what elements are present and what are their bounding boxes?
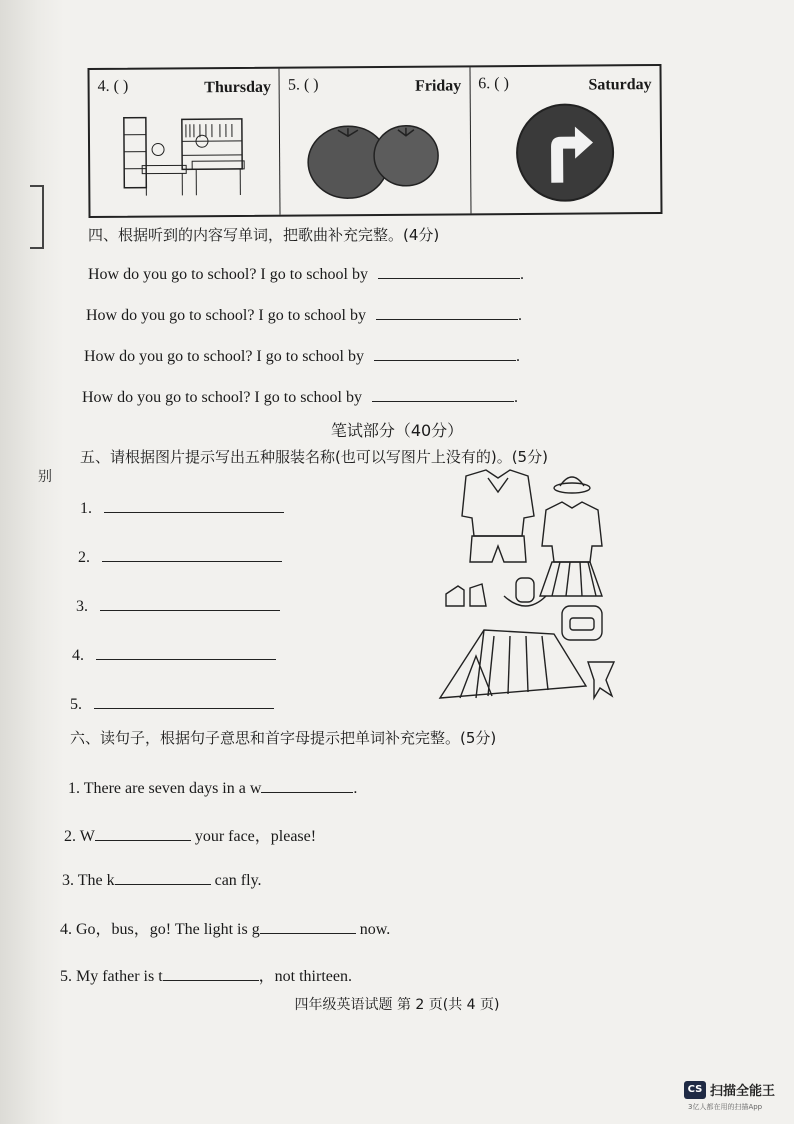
side-mark: 别 <box>38 469 52 485</box>
sentence-text: ，not thirteen. <box>258 968 352 985</box>
answer-blank[interactable] <box>100 596 280 611</box>
section-4-title: 四、根据听到的内容写单词，把歌曲补充完整。(4分) <box>88 226 440 244</box>
answer-blank[interactable] <box>260 919 356 934</box>
picture-number: 6. ( ) <box>478 75 509 93</box>
sentence-4 <box>60 916 390 939</box>
picture-day: Friday <box>414 77 462 95</box>
library-icon <box>89 69 280 216</box>
clothing-line-5 <box>70 694 274 714</box>
sentence-text: 3. The k <box>62 872 115 889</box>
picture-day: Thursday <box>204 78 272 97</box>
scanner-watermark <box>684 1080 775 1099</box>
line-number: 2. <box>78 549 90 566</box>
scanner-logo-icon: CS <box>684 1081 706 1099</box>
sentence-3 <box>62 870 262 890</box>
answer-blank[interactable] <box>374 346 516 361</box>
answer-blank[interactable] <box>378 264 520 279</box>
answer-blank[interactable] <box>96 645 276 660</box>
scanner-tagline: 3亿人都在用的扫描App <box>688 1103 763 1111</box>
song-line-4: How do you go to school? I go to school by . <box>82 389 518 406</box>
song-line-text: How do you go to school? I go to school by <box>86 307 366 324</box>
sentence-5 <box>60 963 352 986</box>
page-fold-shadow <box>0 0 64 1124</box>
sentence-text: can fly. <box>210 872 262 889</box>
clothing-line-1 <box>80 498 284 518</box>
song-line-2: How do you go to school? I go to school by . <box>86 307 522 324</box>
line-number: 1. <box>80 500 92 517</box>
sentence-2 <box>64 823 316 846</box>
binding-mark <box>30 185 44 249</box>
answer-blank[interactable] <box>372 387 514 402</box>
answer-blank[interactable] <box>115 870 211 885</box>
turn-right-sign-icon <box>470 66 661 213</box>
answer-blank[interactable] <box>104 498 284 513</box>
scanner-name: 扫描全能王 <box>710 1084 776 1099</box>
tomatoes-icon <box>280 67 471 214</box>
line-number: 4. <box>72 647 84 664</box>
clothing-illustration <box>436 466 626 706</box>
sentence-text: now. <box>355 921 391 938</box>
clothing-line-2 <box>78 547 282 567</box>
sentence-text: 4. Go，bus，go! The light is g <box>60 921 260 938</box>
clothing-line-4 <box>72 645 276 665</box>
answer-blank[interactable] <box>261 778 353 793</box>
song-line-text: How do you go to school? I go to school by <box>88 266 368 283</box>
sentence-text: your face，please! <box>190 828 317 845</box>
song-line-text: How do you go to school? I go to school by <box>84 348 364 365</box>
line-number: 3. <box>76 598 88 615</box>
answer-blank[interactable] <box>95 826 191 841</box>
sentence-text: . <box>353 780 358 797</box>
answer-blank[interactable] <box>163 966 259 981</box>
answer-blank[interactable] <box>376 305 518 320</box>
song-line-text: How do you go to school? I go to school by <box>82 389 362 406</box>
picture-number: 4. ( ) <box>97 77 129 95</box>
sentence-text: 5. My father is t <box>60 968 163 985</box>
clothing-line-3 <box>76 596 280 616</box>
answer-blank[interactable] <box>102 547 282 562</box>
picture-number: 5. ( ) <box>287 76 319 94</box>
picture-table <box>87 64 662 218</box>
line-number: 5. <box>70 696 82 713</box>
picture-cell-4 <box>89 69 280 216</box>
song-line-3: How do you go to school? I go to school by . <box>84 348 520 365</box>
section-5-title: 五、请根据图片提示写出五种服装名称(也可以写图片上没有的)。(5分) <box>80 448 548 466</box>
section-6-title: 六、读句子，根据句子意思和首字母提示把单词补充完整。(5分) <box>70 729 497 747</box>
written-part-title: 笔试部分（40分） <box>330 421 464 440</box>
sentence-text: 2. W <box>64 828 95 845</box>
page-footer: 四年级英语试题 第 2 页(共 4 页) <box>294 997 500 1013</box>
answer-blank[interactable] <box>94 694 274 709</box>
sentence-1 <box>68 778 357 798</box>
picture-cell-5 <box>280 67 471 214</box>
picture-day: Saturday <box>588 76 652 94</box>
song-line-1: How do you go to school? I go to school by . <box>88 266 524 283</box>
picture-cell-6 <box>470 66 660 213</box>
sentence-text: 1. There are seven days in a w <box>68 780 262 797</box>
